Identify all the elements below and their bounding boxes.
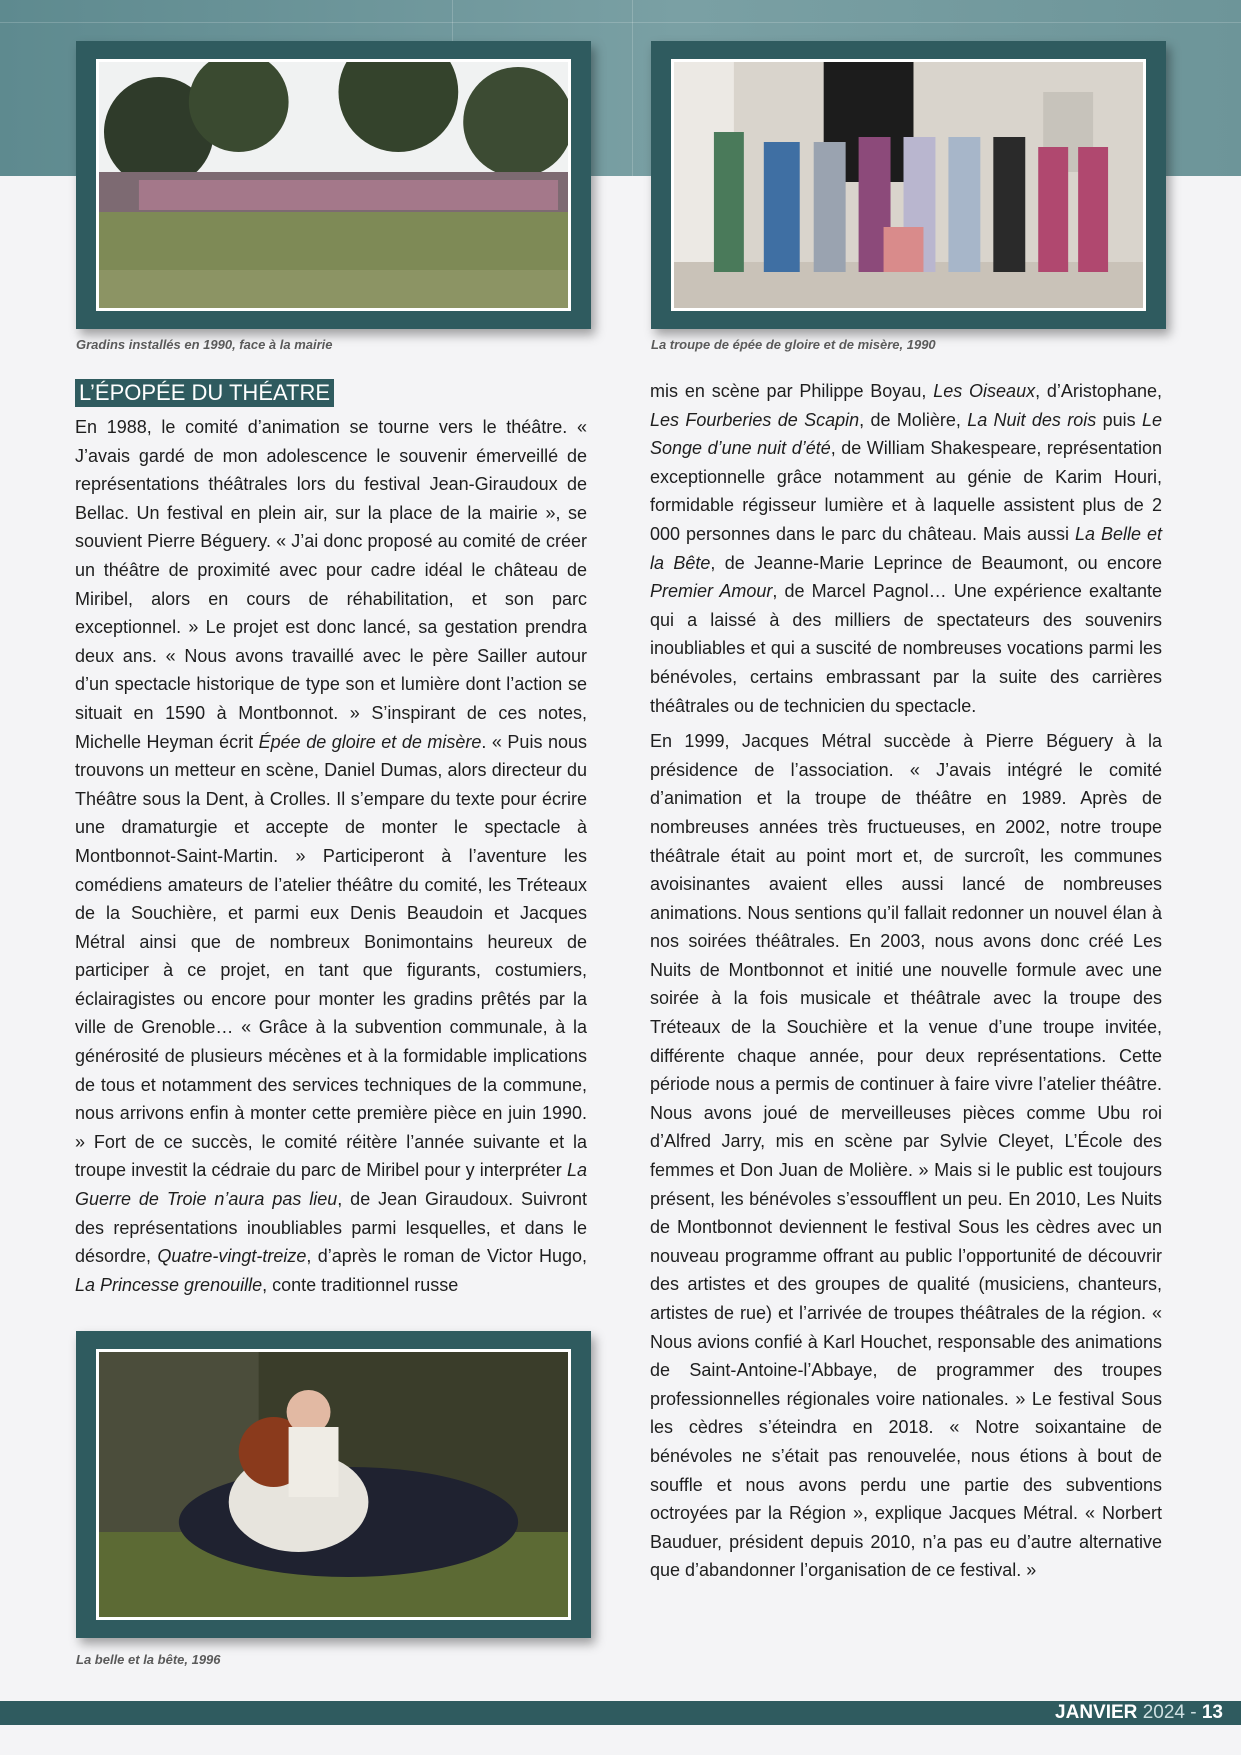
text-run: , de William Shakespeare, représentation exceptionnelle grâce notamment au génie de Karim Houri, formidable régisseur lumière et à laquelle assistent plus de 2 000 personnes dans le parc du château. Mais aussi — [650, 438, 1163, 544]
page-number: 13 — [1201, 1702, 1223, 1723]
footer-bar — [0, 1701, 1241, 1725]
text-run: En 1988, le comité d’animation se tourne vers le théâtre. « J’avais gardé de mon adolescence le souvenir émerveillé de représentations théâtrales lors du festival Jean-Giraudoux de Bellac. Un festival en plein air, sur la place de la mairie », se souvient Pierre Béguery. « J’ai donc proposé au comité de créer un théâtre de proximité avec pour cadre idéal le château de Miribel, alors en cours de réhabilitation, et son parc exceptionnel. » Le projet est donc lancé, sa gestation prendra deux ans. « Nous avons travaillé avec le père Sailler autour d’un spectacle historique de type son et lumière dont l’action se situait en 1590 à Montbonnot. » S’inspirant de ces notes, Michelle Heyman écrit — [75, 417, 587, 752]
text-run: , de Molière, — [859, 409, 961, 430]
text-run-italic: La Belle et la Bête — [650, 523, 1162, 573]
text-run-italic: Premier Amour — [650, 581, 773, 602]
text-run-italic: Les Fourberies de Scapin — [650, 409, 860, 430]
text-run: , conte traditionnel russe — [262, 1274, 459, 1295]
photo-troupe-frame — [651, 41, 1166, 329]
photo-gradins — [96, 59, 571, 311]
photo-gradins-caption: Gradins installés en 1990, face à la mairie — [76, 337, 333, 352]
page-footer — [1055, 1701, 1223, 1725]
photo-troupe-caption: La troupe de épée de gloire et de misère, 1990 — [651, 337, 936, 352]
photo-troupe — [671, 59, 1146, 311]
text-run-italic: Les Oiseaux — [933, 381, 1036, 401]
article-paragraph — [75, 413, 587, 1299]
section-title: L’ÉPOPÉE DU THÉATRE — [75, 379, 334, 407]
text-run-italic: Quatre-vingt-treize — [157, 1246, 307, 1267]
article-column-right — [650, 377, 1162, 1592]
text-run: , de Marcel Pagnol… Une expérience exaltante qui a laissé à des milliers de spectateurs des souvenirs inoubliables et qui a suscité de nombreuses vocations parmi les bénévoles, certains embrassant par la suite des carrières théâtrales ou de technicien du spectacle. — [650, 581, 1163, 716]
text-run-italic: La Guerre de Troie n’aura pas lieu — [75, 1160, 587, 1210]
text-run: mis en scène par Philippe Boyau, — [650, 381, 927, 401]
photo-belle — [96, 1349, 571, 1620]
text-run: , d’Aristophane, — [1035, 381, 1162, 401]
photo-gradins-frame — [76, 41, 591, 329]
text-run-italic: Le Songe d’une nuit d’été — [650, 409, 1162, 459]
band-line — [632, 0, 633, 176]
footer-year: 2024 — [1142, 1702, 1185, 1723]
text-run: , d’après le roman de Victor Hugo, — [306, 1246, 587, 1267]
text-run-italic: La Nuit des rois — [967, 409, 1097, 430]
photo-belle-frame — [76, 1331, 591, 1638]
text-run-italic: La Princesse grenouille — [75, 1274, 263, 1295]
footer-month: JANVIER — [1055, 1702, 1138, 1723]
article-column-left — [75, 379, 587, 1306]
footer-separator: - — [1190, 1702, 1197, 1723]
band-line — [0, 22, 1241, 23]
article-paragraph — [650, 377, 1162, 720]
text-run-italic: Épée de gloire et de misère — [258, 731, 482, 752]
text-run: . « Puis nous trouvons un metteur en scène, Daniel Dumas, alors directeur du Théâtre sous la Dent, à Crolles. Il s’empare du texte pour écrire une dramaturgie et accepte de monter le spectacle à Montbonnot-Saint-Martin. » Participeront à l’aventure les comédiens amateurs de l’atelier théâtre du comité, les Tréteaux de la Souchière, et parmi eux Denis Beaudoin et Jacques Métral ainsi que de nombreux Bonimontains heureux de participer à ce projet, en tant que figurants, costumiers, éclairagistes ou encore pour monter les gradins prêtés par la ville de Grenoble… « Grâce à la subvention communale, à la générosité de plusieurs mécènes et à la formidable implications de tous et notamment des services techniques de la commune, nous arrivons enfin à monter cette première pièce en juin 1990. » Fort de ce succès, le comité réitère l’année suivante et la troupe investit la cédraie du parc de Miribel pour y interpréter — [75, 731, 587, 1181]
text-run: puis — [1102, 409, 1136, 430]
text-run: , de Jeanne-Marie Leprince de Beaumont, ou encore — [710, 552, 1162, 573]
article-paragraph: En 1999, Jacques Métral succède à Pierre Béguery à la présidence de l’association. « J’avais intégré le comité d’animation et la troupe de théâtre en 1989. Après de nombreuses années très fructueuses, en 2002, notre troupe théâtrale était au point mort et, de surcroît, les communes avoisinantes avaient elles aussi lancé de nombreuses animations. Nous sentions qu’il fallait redonner un nouvel élan à nos soirées théâtrales. En 2003, nous avons donc créé Les Nuits de Montbonnot et initié une nouvelle formule avec une soirée à la fois musicale et théâtrale avec la troupe des Tréteaux de la Souchière et la venue d’une troupe invitée, différente chaque année, pour deux représentations. Cette période nous a permis de continuer à faire vivre l’atelier théâtre. Nous avons joué de merveilleuses pièces comme Ubu roi d’Alfred Jarry, mis en scène par Sylvie Cleyet, L’École des femmes et Don Juan de Molière. » Mais si le public est toujours présent, les bénévoles s’essoufflent un peu. En 2010, Les Nuits de Montbonnot deviennent le festival Sous les cèdres avec un nouveau programme offrant au public l’opportunité de découvrir des artistes et des groupes de qualité (musiciens, chanteurs, artistes de rue) et l’arrivée de troupes théâtrales de la région. « Nous avions confié à Karl Houchet, responsable des animations de Saint-Antoine-l’Abbaye, de programmer des troupes professionnelles régionales voire nationales. » Le festival Sous les cèdres s’éteindra en 2018. « Notre soixantaine de bénévoles ne s’était pas renouvelée, nous étions à bout de souffle et nous avons perdu une partie des subventions octroyées par la Région », explique Jacques Métral. « Norbert Bauduer, président depuis 2010, n’a pas eu d’autre alternative que d’abandonner l’organisation de ce festival. » — [650, 731, 1162, 1581]
photo-belle-caption: La belle et la bête, 1996 — [76, 1652, 221, 1667]
text-run: , de Jean Giraudoux. Suivront des représentations inoubliables parmi lesquelles, et dans le désordre, — [75, 1189, 587, 1267]
